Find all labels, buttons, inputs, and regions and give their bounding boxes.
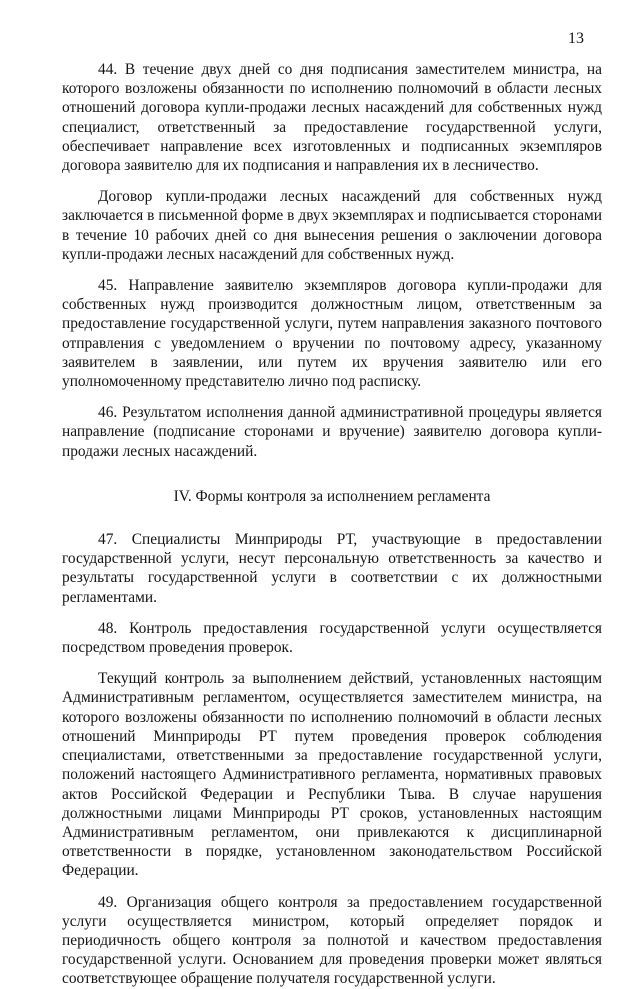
- paragraph-47: 47. Специалисты Минприроды РТ, участвующие в предоставлении государственной услуги, несут персональную ответственность за качество и результаты государственной услуги в соответствии с их должностными регламентами.: [62, 531, 602, 606]
- paragraph-current-control: Текущий контроль за выполнением действий, установленных настоящим Административным регламентом, осуществляется заместителем министра, на которого возложены обязанности по исполнению полномочий в области лесных отношений Минприроды РТ путем проведения проверок соблюдения специалистами, ответственными за предоставление государственной услуги, положений настоящего Административного регламента, нормативных правовых актов Российской Федерации и Республики Тыва. В случае нарушения должностными лицами Минприроды РТ сроков, установленных настоящим Административным регламентом, они привлекаются к дисциплинарной ответственности в порядке, установленном законодательством Российской Федерации.: [62, 670, 602, 880]
- page-number: 13: [568, 30, 584, 47]
- paragraph-45: 45. Направление заявителю экземпляров договора купли-продажи для собственных нужд производится должностным лицом, ответственным за предоставление государственной услуги, путем направления заказного почтового отправления с уведомлением о вручении по почтовому адресу, указанному заявителем в заявлении, или путем их вручения заявителю или его уполномоченному представителю лично под расписку.: [62, 277, 602, 391]
- document-body: [62, 60, 602, 989]
- paragraph-44: 44. В течение двух дней со дня подписания заместителем министра, на которого возложены обязанности по исполнению полномочий в области лесных отношений договора купли-продажи лесных насаждений для собственных нужд специалист, ответственный за предоставление государственной услуги, обеспечивает направление всех изготовленных и подписанных экземпляров договора заявителю для их подписания и направления их в лесничество.: [62, 61, 602, 175]
- paragraph-contract-form: Договор купли-продажи лесных насаждений для собственных нужд заключается в письменной форме в двух экземплярах и подписывается сторонами в течение 10 рабочих дней со дня вынесения решения о заключении договора купли-продажи лесных насаждений для собственных нужд.: [62, 188, 602, 263]
- paragraph-46: 46. Результатом исполнения данной административной процедуры является направление (подписание сторонами и вручение) заявителю договора купли-продажи лесных насаждений.: [62, 404, 602, 460]
- section-title: IV. Формы контроля за исполнением регламента: [173, 487, 491, 505]
- paragraph-48: 48. Контроль предоставления государственной услуги осуществляется посредством проведения проверок.: [62, 619, 602, 657]
- paragraph-49: 49. Организация общего контроля за предоставлением государственной услуги осуществляется министром, который определяет порядок и периодичность общего контроля за полнотой и качеством предоставления государственной услуги. Основанием для проведения проверки может являться соответствующее обращение получателя государственной услуги.: [62, 893, 602, 988]
